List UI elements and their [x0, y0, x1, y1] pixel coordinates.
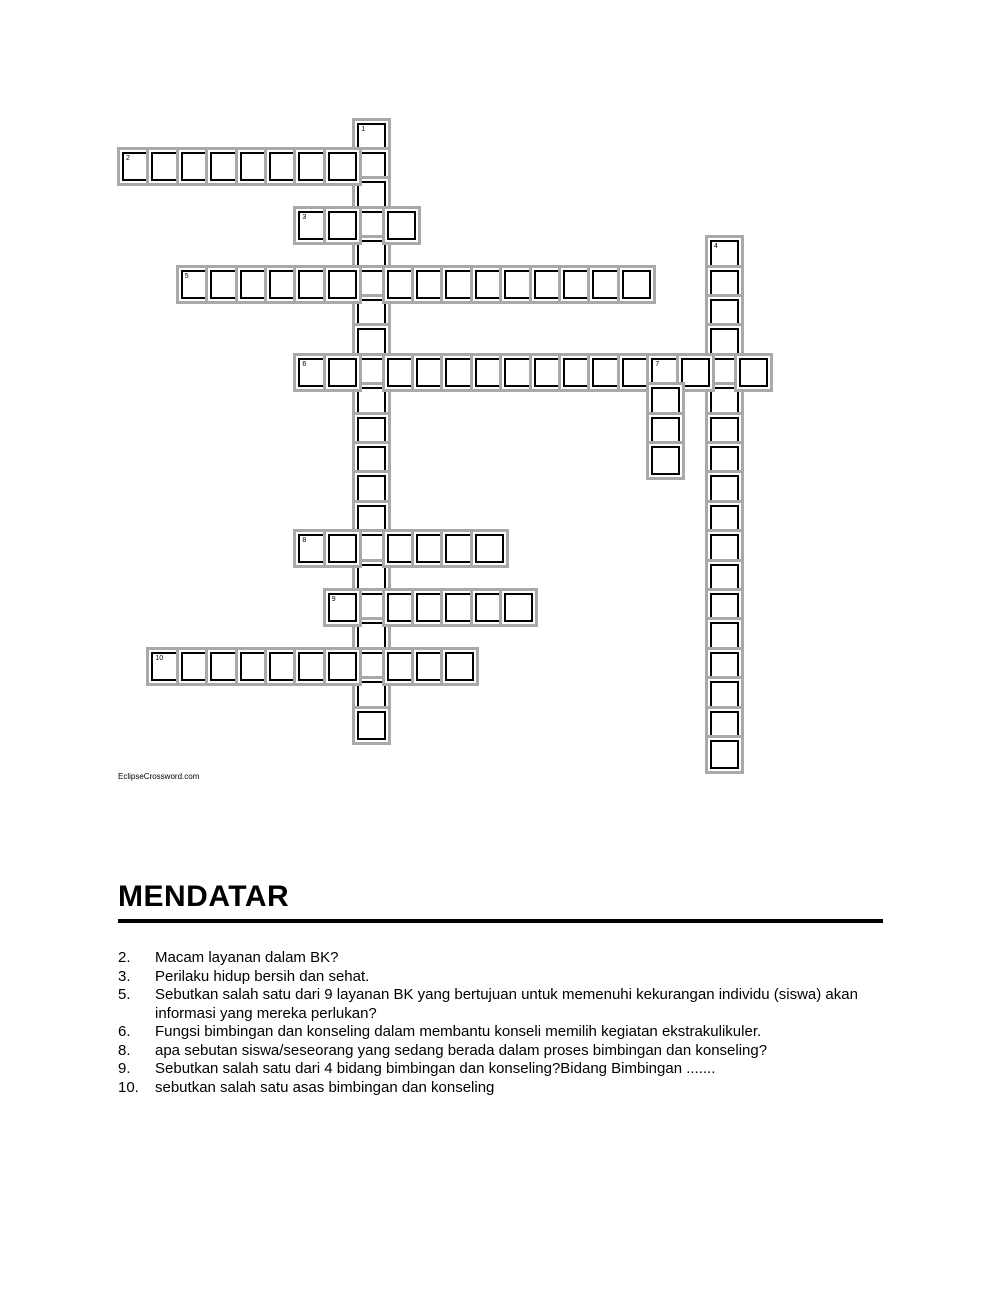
clue-item — [118, 1079, 888, 1098]
crossword-cell[interactable] — [151, 152, 180, 181]
crossword-cell[interactable] — [210, 152, 239, 181]
clue-number-label: 5 — [184, 272, 189, 280]
crossword-cell[interactable] — [387, 270, 416, 299]
crossword-cell[interactable] — [445, 593, 474, 622]
crossword-cell[interactable] — [651, 417, 680, 446]
crossword-cell[interactable] — [357, 475, 386, 504]
crossword-cell[interactable] — [710, 681, 739, 710]
clue-text: Sebutkan salah satu dari 9 layanan BK yang bertujuan untuk memenuhi kekurangan individu (siswa) akan informasi yang mereka perlukan? — [155, 986, 858, 1022]
crossword-cell[interactable] — [122, 152, 151, 181]
crossword-cell[interactable] — [269, 152, 298, 181]
crossword-cell[interactable] — [475, 270, 504, 299]
clue-text: Sebutkan salah satu dari 4 bidang bimbingan dan konseling?Bidang Bimbingan ....... — [155, 1060, 716, 1077]
clue-number-label: 2 — [126, 155, 130, 162]
clue-item — [118, 949, 888, 968]
crossword-cell[interactable] — [240, 152, 269, 181]
crossword-cell[interactable] — [357, 711, 386, 740]
clue-number-label: 8 — [302, 537, 307, 545]
crossword-cell[interactable] — [328, 211, 357, 240]
crossword-cell[interactable] — [416, 358, 445, 387]
crossword-cell[interactable] — [710, 652, 739, 681]
clue-item — [118, 1042, 888, 1061]
crossword-cell[interactable] — [710, 240, 739, 269]
clue-item — [118, 968, 888, 987]
crossword-cell[interactable] — [357, 505, 386, 534]
source-watermark: EclipseCrossword.com — [118, 772, 200, 781]
crossword-cell[interactable] — [710, 622, 739, 651]
crossword-cell[interactable] — [504, 593, 533, 622]
crossword-cell[interactable] — [681, 358, 710, 387]
clue-number-label: 9 — [331, 596, 336, 603]
clue-number-label: 4 — [714, 243, 718, 251]
crossword-cell[interactable] — [592, 270, 621, 299]
crossword-cell[interactable] — [416, 270, 445, 299]
clue-list — [118, 949, 888, 1097]
crossword-cell[interactable] — [445, 358, 474, 387]
crossword-cell[interactable] — [387, 534, 416, 563]
crossword-cell[interactable] — [181, 152, 210, 181]
crossword-cell[interactable] — [416, 534, 445, 563]
clue-number: 6. — [118, 1023, 131, 1040]
crossword-cell[interactable] — [328, 358, 357, 387]
clue-text: apa sebutan siswa/seseorang yang sedang berada dalam proses bimbingan dan konseling? — [155, 1041, 768, 1059]
crossword-cell[interactable] — [357, 417, 386, 446]
crossword-cell[interactable] — [563, 358, 592, 387]
crossword-cell[interactable] — [298, 358, 327, 387]
crossword-cell[interactable] — [710, 564, 739, 593]
clue-number: 9. — [118, 1060, 131, 1077]
crossword-cell[interactable] — [651, 387, 680, 416]
crossword-cell[interactable] — [240, 652, 269, 681]
clue-number: 10. — [118, 1078, 139, 1096]
crossword-cell[interactable] — [475, 534, 504, 563]
crossword-cell[interactable] — [357, 564, 386, 593]
crossword-cell[interactable] — [357, 123, 386, 152]
crossword-cell[interactable] — [475, 358, 504, 387]
clue-number-label: 3 — [302, 213, 307, 221]
crossword-cell[interactable] — [710, 505, 739, 534]
clue-text: Macam layanan dalam BK? — [155, 949, 339, 966]
clue-text: sebutkan salah satu asas bimbingan dan konseling — [155, 1078, 495, 1096]
crossword-cell[interactable] — [240, 270, 269, 299]
clue-item — [118, 986, 888, 1023]
crossword-cell[interactable] — [445, 270, 474, 299]
crossword-cell[interactable] — [357, 593, 386, 622]
crossword-cell[interactable] — [710, 417, 739, 446]
crossword-cell[interactable] — [151, 652, 180, 681]
crossword-cell[interactable] — [357, 681, 386, 710]
clue-number-label: 6 — [302, 360, 307, 368]
crossword-cell[interactable] — [328, 270, 357, 299]
crossword-cell[interactable] — [416, 652, 445, 681]
crossword-cell[interactable] — [651, 446, 680, 475]
crossword-cell[interactable] — [328, 593, 357, 622]
crossword-cell[interactable] — [710, 299, 739, 328]
crossword-cell[interactable] — [328, 652, 357, 681]
crossword-cell[interactable] — [387, 593, 416, 622]
clue-text: Perilaku hidup bersih dan sehat. — [155, 967, 370, 985]
crossword-cell[interactable] — [592, 358, 621, 387]
crossword-cell[interactable] — [357, 181, 386, 210]
crossword-cell[interactable] — [357, 358, 386, 387]
crossword-cell[interactable] — [181, 270, 210, 299]
crossword-cell[interactable] — [357, 328, 386, 357]
crossword-cell[interactable] — [387, 358, 416, 387]
crossword-cell[interactable] — [387, 652, 416, 681]
crossword-cell[interactable] — [357, 387, 386, 416]
crossword-cell[interactable] — [357, 211, 386, 240]
crossword-cell[interactable] — [181, 652, 210, 681]
crossword-cell[interactable] — [622, 270, 651, 299]
crossword-cell[interactable] — [298, 534, 327, 563]
crossword-cell[interactable] — [269, 652, 298, 681]
clue-text: Fungsi bimbingan dan konseling dalam membantu konseli memilih kegiatan ekstrakulikuler. — [155, 1023, 762, 1040]
crossword-cell[interactable] — [298, 270, 327, 299]
crossword-cell[interactable] — [357, 622, 386, 651]
section-heading: MENDATAR — [118, 880, 290, 913]
crossword-cell[interactable] — [710, 358, 739, 387]
crossword-cell[interactable] — [710, 387, 739, 416]
crossword-cell[interactable] — [445, 534, 474, 563]
crossword-cell[interactable] — [622, 358, 651, 387]
crossword-cell[interactable] — [298, 652, 327, 681]
crossword-cell[interactable] — [357, 152, 386, 181]
crossword-cell[interactable] — [710, 740, 739, 769]
crossword-cell[interactable] — [504, 270, 533, 299]
crossword-cell[interactable] — [387, 211, 416, 240]
crossword-cell[interactable] — [328, 534, 357, 563]
clue-number-label: 10 — [155, 654, 164, 662]
clue-number: 8. — [118, 1041, 131, 1059]
clue-number: 2. — [118, 949, 131, 966]
crossword-cell[interactable] — [357, 270, 386, 299]
crossword-cell[interactable] — [563, 270, 592, 299]
crossword-cell[interactable] — [504, 358, 533, 387]
clue-number: 5. — [118, 986, 131, 1003]
clue-number-label: 1 — [361, 125, 366, 133]
crossword-cell[interactable] — [710, 446, 739, 475]
crossword-cell[interactable] — [534, 358, 563, 387]
crossword-cell[interactable] — [357, 534, 386, 563]
clue-item — [118, 1023, 888, 1042]
crossword-cell[interactable] — [651, 358, 680, 387]
crossword-cell[interactable] — [357, 652, 386, 681]
crossword-cell[interactable] — [416, 593, 445, 622]
crossword-cell[interactable] — [357, 299, 386, 328]
crossword-cell[interactable] — [534, 270, 563, 299]
crossword-cell[interactable] — [357, 446, 386, 475]
clue-number-label: 7 — [655, 360, 660, 368]
clue-number: 3. — [118, 967, 131, 985]
crossword-cell[interactable] — [710, 270, 739, 299]
crossword-cell[interactable] — [710, 534, 739, 563]
crossword-cell[interactable] — [298, 211, 327, 240]
heading-rule — [118, 919, 883, 923]
crossword-cell[interactable] — [475, 593, 504, 622]
crossword-cell[interactable] — [445, 652, 474, 681]
crossword-cell[interactable] — [357, 240, 386, 269]
crossword-cell[interactable] — [710, 328, 739, 357]
crossword-cell[interactable] — [710, 711, 739, 740]
crossword-cell[interactable] — [210, 270, 239, 299]
crossword-cell[interactable] — [298, 152, 327, 181]
crossword-cell[interactable] — [710, 475, 739, 504]
crossword-cell[interactable] — [739, 358, 768, 387]
crossword-cell[interactable] — [328, 152, 357, 181]
crossword-cell[interactable] — [710, 593, 739, 622]
crossword-cell[interactable] — [269, 270, 298, 299]
crossword-cell[interactable] — [210, 652, 239, 681]
clue-item — [118, 1060, 888, 1079]
